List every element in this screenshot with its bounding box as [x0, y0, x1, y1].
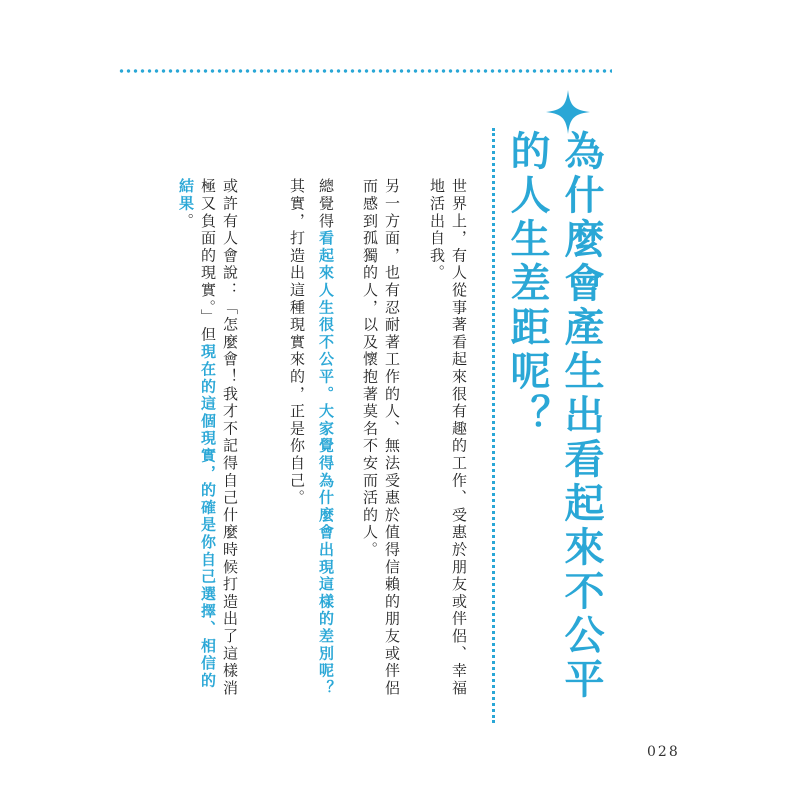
paragraph-5-end: 。	[177, 212, 195, 230]
paragraph-1: 世界上，有人從事著看起來很有趣的工作、受惠於朋友或伴侶、幸福地活出自我。	[428, 178, 468, 697]
paragraph-5-highlight: 現在的這個現實，的確是你自己選擇、相信的結果	[177, 178, 217, 690]
paragraph-5	[175, 178, 241, 698]
top-dotted-rule	[118, 67, 612, 75]
paragraph-4: 其實，打造出這種現實來的，正是你自己。	[288, 178, 306, 507]
paragraph-3-lead: 總覺得	[317, 178, 335, 230]
sparkle-star-icon	[546, 90, 590, 134]
paragraph-2: 另一方面，也有忍耐著工作的人、無法受惠於值得信賴的朋友或伴侶而感到孤獨的人，以及懷抱著莫名不安而活的人。	[361, 178, 401, 697]
paragraph-3	[315, 178, 337, 698]
paragraph-3-highlight: 看起來人生很不公平。大家覺得為什麼會出現這樣的差別呢？	[317, 229, 335, 698]
chapter-title: 為什麼會產生出看起來不公平的人生差距呢？	[504, 130, 604, 702]
page-number: 028	[647, 744, 680, 760]
title-vertical-dotted-rule	[492, 128, 495, 723]
paragraph-5-lead: 或許有人會說：「怎麼會！我才不記得自己什麼時候打造出了這樣消極又負面的現實。」但	[199, 178, 239, 697]
